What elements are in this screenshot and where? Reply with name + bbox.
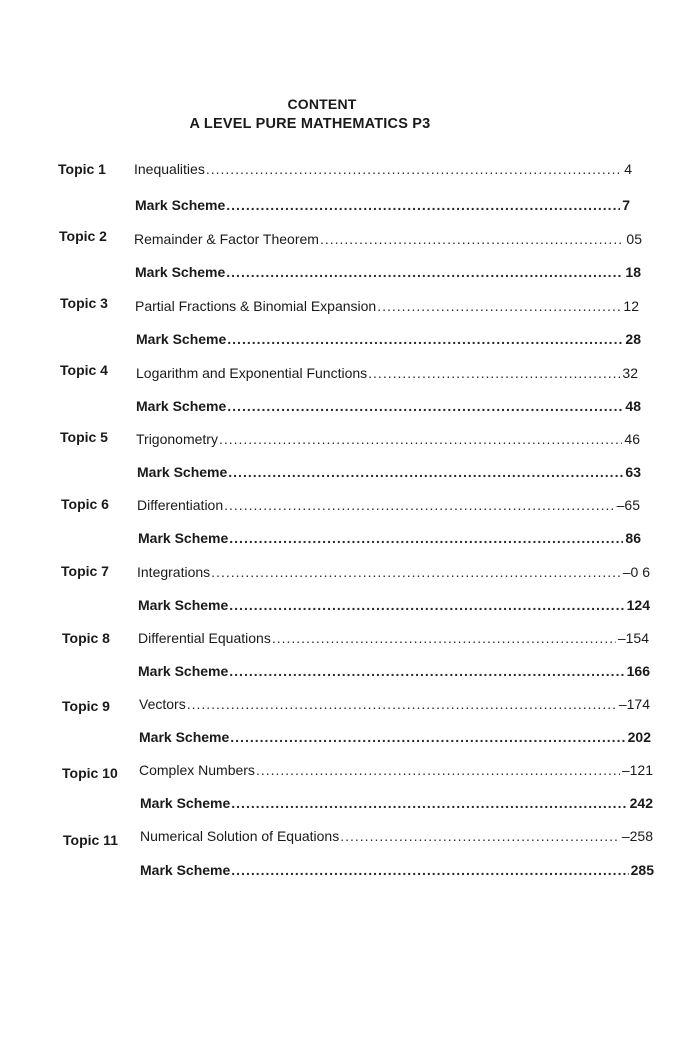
topic-label: Topic 10 [62,765,118,781]
mark-scheme-entry[interactable] [140,795,653,815]
toc-entry-title: Remainder & Factor Theorem [134,231,319,247]
mark-scheme-page: 48 [625,398,641,414]
dot-leader [256,762,620,778]
dot-leader [377,298,621,314]
toc-entry-title: Logarithm and Exponential Functions [136,365,368,381]
mark-scheme-label: Mark Scheme [138,530,229,546]
toc-entry-page: 46 [624,431,640,447]
mark-scheme-label: Mark Scheme [135,264,226,280]
mark-scheme-page: 86 [625,530,641,546]
mark-scheme-page: 124 [626,597,650,613]
mark-scheme-entry[interactable] [135,197,630,217]
mark-scheme-page: 28 [625,331,641,347]
toc-entry-page: –154 [617,630,649,646]
dot-leader [230,729,625,745]
mark-scheme-entry[interactable] [138,530,641,550]
mark-scheme-label: Mark Scheme [137,464,228,480]
toc-entry[interactable] [137,497,640,517]
dot-leader [368,365,620,381]
mark-scheme-entry[interactable] [136,398,641,418]
dot-leader [226,264,623,280]
mark-scheme-label: Mark Scheme [136,331,227,347]
toc-entry-title: Trigonometry [136,431,218,447]
mark-scheme-label: Mark Scheme [135,197,226,213]
mark-scheme-page: 7 [622,197,630,213]
topic-label: Topic 11 [63,832,118,848]
mark-scheme-label: Mark Scheme [140,862,231,878]
toc-entry-page: –65 [616,497,640,513]
toc-entry[interactable] [135,298,639,318]
topic-label: Topic 6 [61,496,109,512]
mark-scheme-entry[interactable] [135,264,641,284]
toc-entry[interactable] [140,828,653,848]
mark-scheme-entry[interactable] [139,729,651,749]
toc-entry[interactable] [138,630,649,650]
mark-scheme-page: 285 [630,862,654,878]
topic-label: Topic 1 [58,161,106,177]
toc-entry[interactable] [137,564,650,584]
toc-entry-title: Numerical Solution of Equations [140,828,340,844]
toc-entry[interactable] [139,762,653,782]
dot-leader [187,696,617,712]
mark-scheme-label: Mark Scheme [139,729,230,745]
toc-entry-page: 12 [623,298,639,314]
mark-scheme-page: 242 [629,795,653,811]
toc-entry[interactable] [136,365,638,385]
mark-scheme-entry[interactable] [140,862,654,882]
toc-entry-title: Vectors [139,696,186,712]
dot-leader [226,197,620,213]
toc-entry[interactable] [139,696,650,716]
topic-label: Topic 8 [62,630,110,646]
toc-entry-page: –121 [621,762,653,778]
toc-entry-page: 32 [622,365,638,381]
toc-entry[interactable] [136,431,640,451]
content-heading: CONTENT [287,96,357,112]
topic-label: Topic 2 [59,228,107,244]
mark-scheme-entry[interactable] [137,464,641,484]
toc-entry-title: Integrations [137,564,211,580]
toc-entry-page: –258 [621,828,653,844]
mark-scheme-entry[interactable] [136,331,641,351]
toc-entry-title: Differential Equations [138,630,271,646]
toc-entry-title: Inequalities [134,161,205,177]
toc-entry-title: Partial Fractions & Binomial Expansion [135,298,377,314]
topic-label: Topic 4 [60,362,108,378]
toc-entry-page: –174 [618,696,650,712]
mark-scheme-page: 166 [626,663,650,679]
mark-scheme-label: Mark Scheme [136,398,227,414]
mark-scheme-entry[interactable] [138,597,650,617]
mark-scheme-page: 63 [625,464,641,480]
dot-leader [206,161,622,177]
dot-leader [227,331,623,347]
dot-leader [228,464,623,480]
mark-scheme-entry[interactable] [138,663,650,683]
dot-leader [229,530,623,546]
dot-leader [229,663,624,679]
topic-label: Topic 9 [62,698,110,714]
dot-leader [224,497,615,513]
dot-leader [272,630,616,646]
toc-entry-page: –0 6 [622,564,650,580]
toc-entry-page: 4 [624,161,632,177]
dot-leader [231,795,627,811]
dot-leader [340,828,620,844]
mark-scheme-label: Mark Scheme [138,597,229,613]
mark-scheme-page: 18 [625,264,641,280]
toc-entry-page: 05 [626,231,642,247]
mark-scheme-label: Mark Scheme [140,795,231,811]
toc-entry[interactable] [134,231,642,251]
topic-label: Topic 3 [60,295,108,311]
dot-leader [320,231,624,247]
dot-leader [227,398,623,414]
toc-entry-title: Differentiation [137,497,224,513]
dot-leader [211,564,621,580]
topic-label: Topic 7 [61,563,109,579]
mark-scheme-label: Mark Scheme [138,663,229,679]
dot-leader [231,862,628,878]
toc-entry-title: Complex Numbers [139,762,255,778]
dot-leader [219,431,622,447]
toc-entry[interactable] [134,161,632,181]
mark-scheme-page: 202 [627,729,651,745]
topic-label: Topic 5 [60,429,108,445]
document-title: A LEVEL PURE MATHEMATICS P3 [189,116,431,132]
dot-leader [229,597,624,613]
